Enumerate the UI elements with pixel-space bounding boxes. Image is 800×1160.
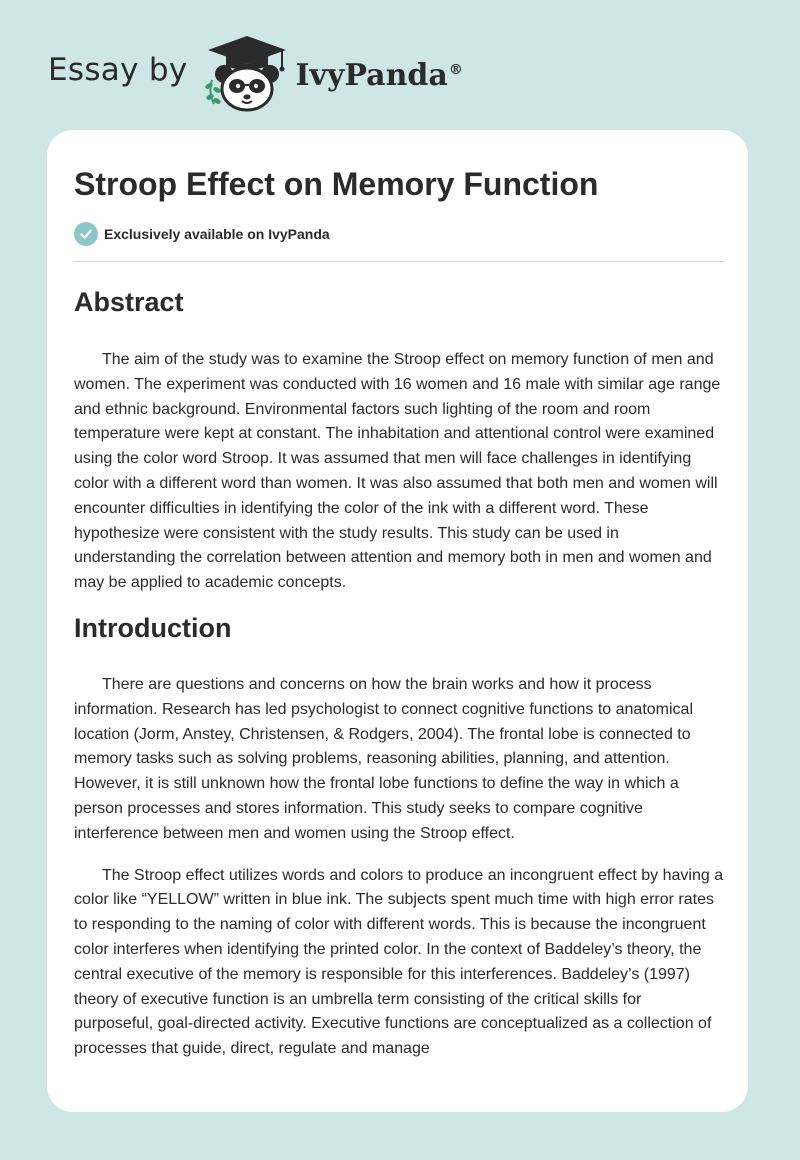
panda-logo-icon[interactable]: [202, 34, 292, 114]
section-introduction: [74, 606, 724, 1062]
title-divider: [74, 261, 724, 262]
exclusive-badge-label: Exclusively available on IvyPanda: [104, 226, 330, 242]
check-circle-icon: [74, 222, 98, 246]
introduction-paragraph: The Stroop effect utilizes words and colors to produce an incongruent effect by having a color like “YELLOW” written in blue ink. The subjects spent much time with high error rates to responding to the naming of color with different words. This is because the incongruent color interferes when identifying the printed color. In the context of Baddeley’s theory, the central executive of the memory is responsible for this interferences. Baddeley’s (1997) theory of executive function is an umbrella term consisting of the critical skills for purposeful, goal-directed activity. Executive functions are conceptualized as a collection of processes that guide, direct, regulate and manage: [74, 866, 724, 1058]
essay-card: [47, 130, 748, 1112]
essay-body: [74, 280, 724, 1062]
section-heading-abstract: Abstract: [74, 287, 184, 317]
exclusive-badge: [74, 222, 330, 246]
brand-name-text: IvyPanda: [295, 57, 448, 93]
section-abstract: [74, 280, 724, 596]
introduction-paragraph: There are questions and concerns on how the brain works and how it process information. Research has led psychologist to connect cognitive functions to anatomical location (Jorm, Anstey, Christensen, & Rodgers, 2004). The frontal lobe is connected to memory tasks such as solving problems, reasoning abilities, planning, and attention. However, it is still unknown how the frontal lobe functions to define the way in which a person processes and stores information. This study seeks to compare cognitive interference between men and women using the Stroop effect.: [74, 675, 694, 842]
registered-mark: ®: [448, 61, 463, 78]
page-title: Stroop Effect on Memory Function: [74, 166, 599, 202]
brand-name[interactable]: [296, 58, 463, 93]
section-heading-introduction: Introduction: [74, 612, 232, 643]
abstract-paragraph: The aim of the study was to examine the Stroop effect on memory function of men and women. The experiment was conducted with 16 women and 16 male with similar age range and ethnic background. Environmental factors such lighting of the room and room temperature were kept at constant. The inhabitation and attentional control were examined using the color word Stroop. It was assumed that men will face challenges in identifying color with a different word than women. It was also assumed that both men and women will encounter difficulties in identifying the color of the ink with a different word. These hypothesize were consistent with the study results. This study can be used in understanding the correlation between attention and memory both in men and women and may be applied to academic concepts.: [74, 351, 721, 592]
brand-prefix: Essay by: [48, 52, 188, 88]
site-header: [48, 34, 463, 114]
